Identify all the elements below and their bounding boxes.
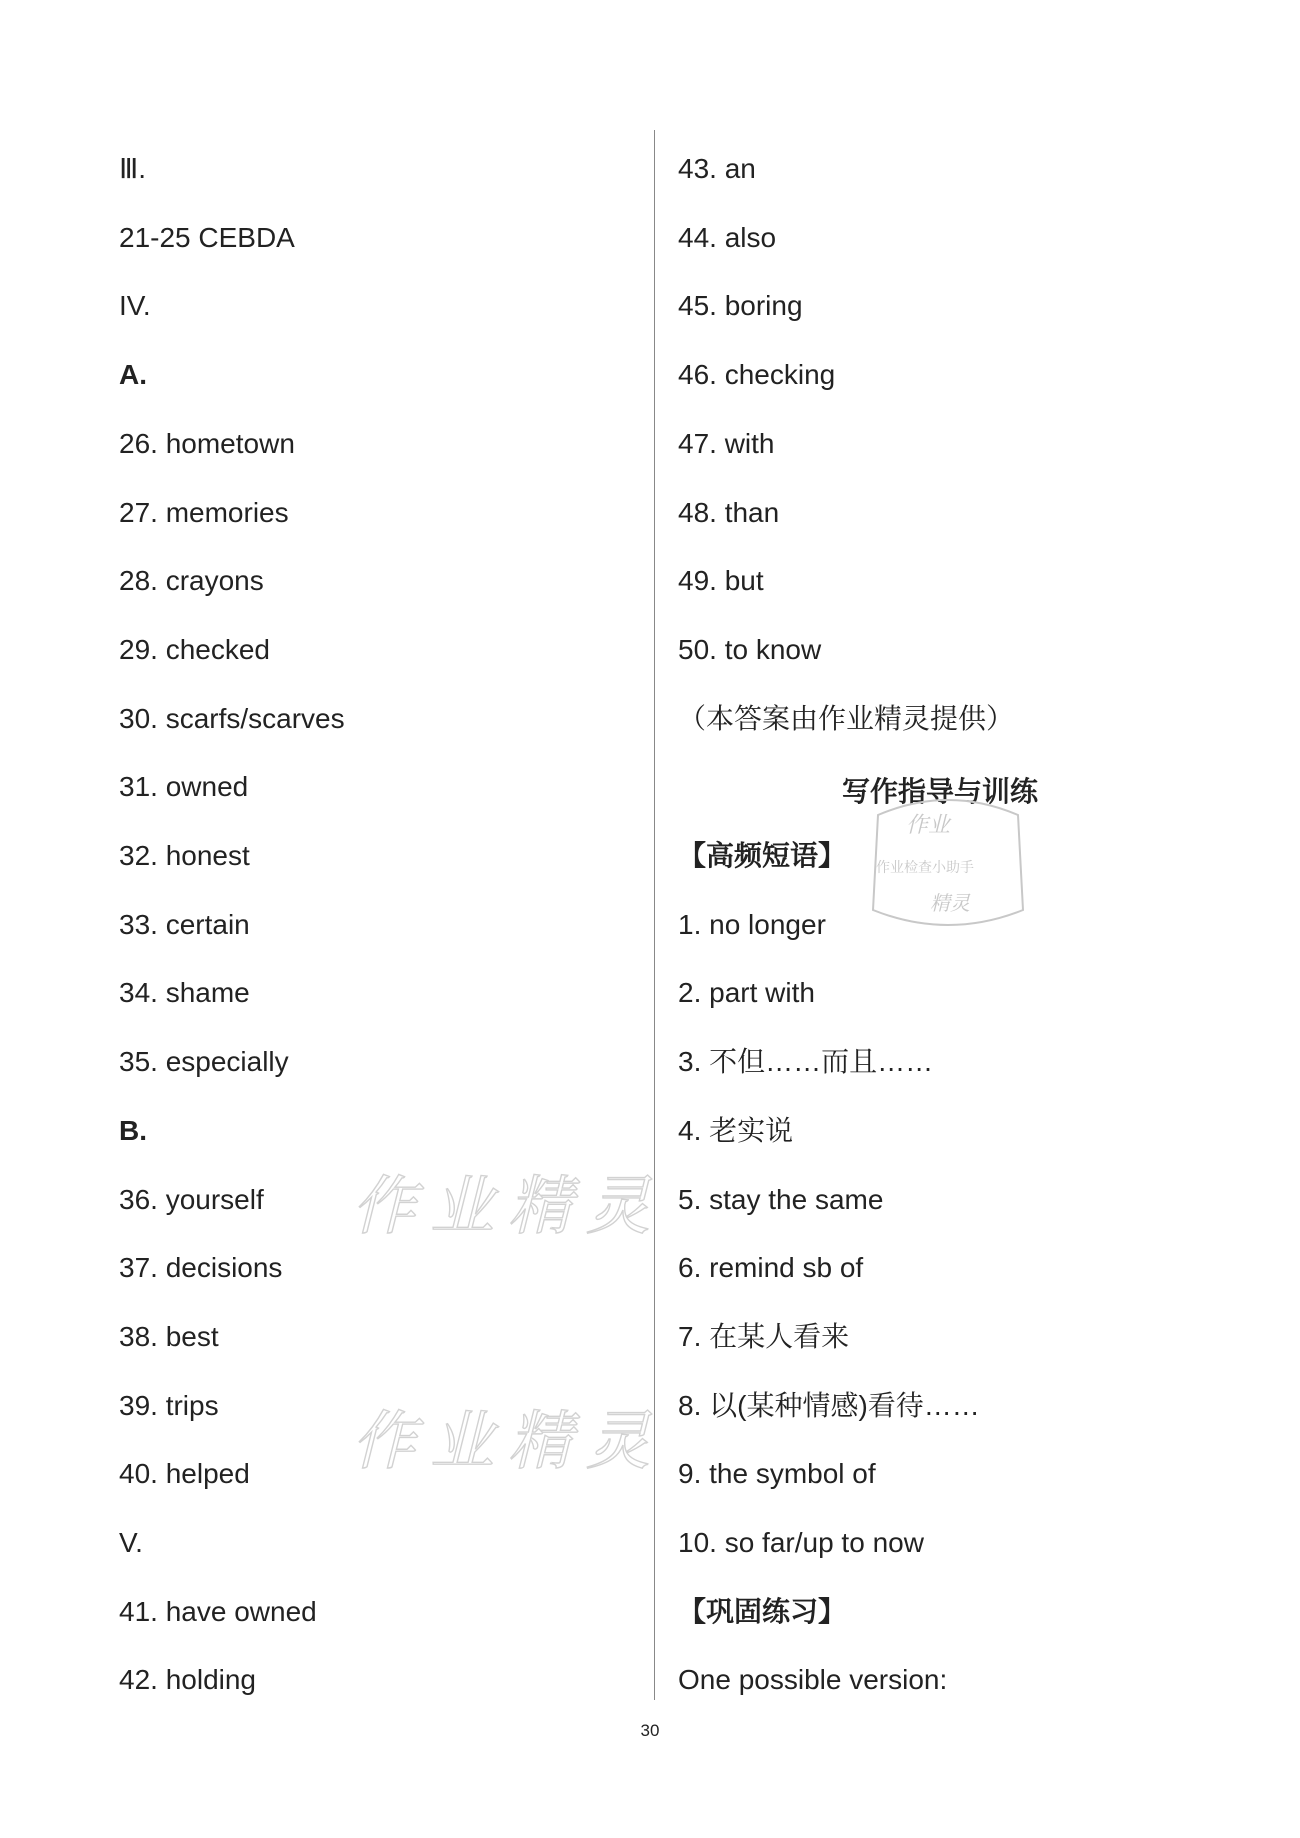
answer-line: 7. 在某人看来	[678, 1320, 850, 1352]
answer-line: 【巩固练习】	[678, 1595, 847, 1627]
watermark-stamp-icon	[868, 790, 1028, 940]
answer-line: 8. 以(某种情感)看待……	[678, 1389, 980, 1421]
section-title: 写作指导与训练	[842, 776, 1039, 807]
answer-line: 2. part with	[678, 977, 815, 1009]
answer-line: 5. stay the same	[678, 1183, 884, 1215]
answer-line: 47. with	[678, 427, 775, 459]
answer-line: 30. scarfs/scarves	[119, 702, 345, 734]
answer-line: 37. decisions	[119, 1252, 283, 1284]
answer-line: 26. hometown	[119, 427, 295, 459]
answer-line: A.	[119, 359, 147, 391]
stamp-top-text: 作业	[906, 813, 951, 838]
answer-line: 36. yourself	[119, 1183, 264, 1215]
page-number: 30	[640, 1721, 660, 1740]
answer-line: 38. best	[119, 1320, 219, 1352]
answer-line: 10. so far/up to now	[678, 1527, 924, 1558]
answer-line: 6. remind sb of	[678, 1252, 864, 1284]
answer-line: 1. no longer	[678, 908, 826, 940]
stamp-bottom-text: 精灵	[930, 891, 970, 915]
answer-line: 45. boring	[678, 290, 803, 322]
answer-line: 9. the symbol of	[678, 1458, 876, 1490]
answer-line: V.	[119, 1527, 143, 1558]
answer-line: 41. have owned	[119, 1595, 317, 1627]
answer-line: 21-25 CEBDA	[119, 221, 295, 253]
answer-line: 33. certain	[119, 908, 250, 940]
answer-line: 50. to know	[678, 633, 822, 665]
answer-line: 35. especially	[119, 1046, 289, 1078]
answer-line: 44. also	[678, 221, 777, 253]
answer-line: 28. crayons	[119, 565, 264, 597]
answer-line: IV.	[119, 290, 151, 322]
answer-line: 4. 老实说	[678, 1114, 794, 1146]
answer-line: 39. trips	[119, 1389, 219, 1421]
answer-line: 49. but	[678, 565, 764, 597]
answer-line: 27. memories	[119, 496, 289, 528]
answer-line: 40. helped	[119, 1458, 250, 1490]
stamp-middle-text: 作业检查小助手	[876, 860, 974, 876]
answer-line: B.	[119, 1114, 147, 1146]
answer-line: Ⅲ.	[119, 153, 147, 184]
answer-line: 34. shame	[119, 977, 250, 1009]
answer-line: 48. than	[678, 496, 780, 528]
answer-line: （本答案由作业精灵提供）	[678, 702, 1015, 734]
watermark-text: 作业精灵	[352, 1170, 664, 1244]
answer-line: 29. checked	[119, 633, 270, 665]
answer-line: 43. an	[678, 153, 756, 184]
answer-line: 3. 不但……而且……	[678, 1046, 934, 1078]
answer-line: One possible version:	[678, 1664, 948, 1696]
answer-line: 42. holding	[119, 1664, 257, 1696]
answer-line: 32. honest	[119, 840, 250, 871]
answer-line: 46. checking	[678, 359, 836, 391]
answer-line: 31. owned	[119, 771, 249, 803]
watermark-text: 作业精灵	[352, 1405, 664, 1479]
answer-line: 【高频短语】	[678, 840, 847, 871]
